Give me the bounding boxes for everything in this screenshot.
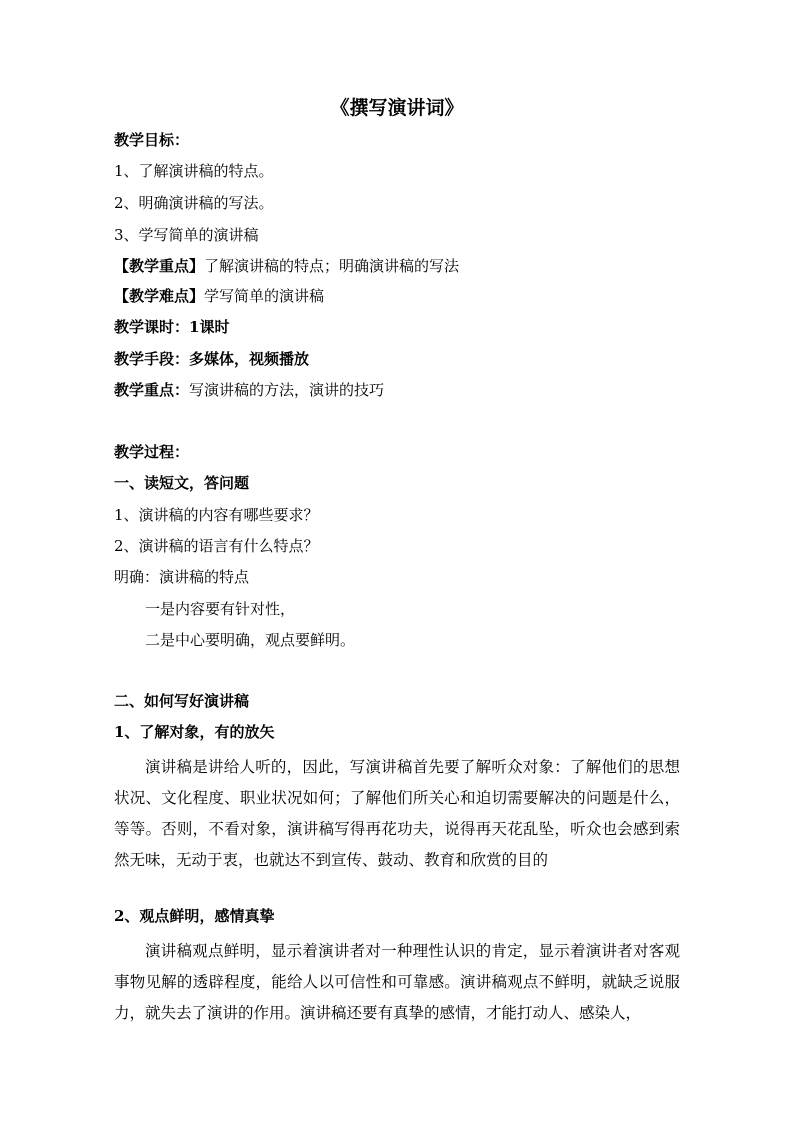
teaching-difficulty-label: 【教学难点】 <box>114 287 205 305</box>
goal-item: 3、学写简单的演讲稿 <box>114 226 259 244</box>
key-points <box>114 380 704 400</box>
section2-heading: 二、如何写好演讲稿 <box>114 692 250 710</box>
section2-sub1-heading: 1、了解对象，有的放矢 <box>114 723 275 741</box>
section1-question: 1、演讲稿的内容有哪些要求？ <box>114 506 319 524</box>
key-points-label: 教学重点： <box>114 381 190 399</box>
section1-answer: 一是内容要有针对性， <box>145 600 296 618</box>
teaching-difficulty-text: 学写简单的演讲稿 <box>204 287 325 305</box>
section1-question: 2、演讲稿的语言有什么特点？ <box>114 537 319 555</box>
goal-item: 1、了解演讲稿的特点。 <box>114 162 274 180</box>
process-heading: 教学过程： <box>114 443 190 461</box>
goal-item: 2、明确演讲稿的写法。 <box>114 194 274 212</box>
teaching-hours: 教学课时：1课时 <box>114 318 230 336</box>
section2-sub2-heading: 2、观点鲜明，感情真挚 <box>114 907 275 925</box>
teaching-focus <box>114 256 704 276</box>
section2-sub1-paragraph: 演讲稿是讲给人听的，因此，写演讲稿首先要了解听众对象：了解他们的思想状况、文化程度、职业状况如何；了解他们所关心和迫切需要解决的问题是什么，等等。否则，不看对象，演讲稿写得再花功夫，说得再天花乱坠，听众也会感到索然无味，无动于衷，也就达不到宣传、鼓动、教育和欣赏的目的 <box>114 758 680 869</box>
teaching-focus-text: 了解演讲稿的特点；明确演讲稿的写法 <box>204 257 460 275</box>
teaching-means: 教学手段：多媒体，视频播放 <box>114 350 310 368</box>
teaching-difficulty <box>114 286 704 306</box>
goals-heading: 教学目标： <box>114 131 190 149</box>
key-points-text: 写演讲稿的方法，演讲的技巧 <box>189 381 385 399</box>
document-title: 《撰写演讲词》 <box>330 97 464 119</box>
teaching-focus-label: 【教学重点】 <box>114 257 205 275</box>
section2-sub2-paragraph: 演讲稿观点鲜明，显示着演讲者对一种理性认识的肯定，显示着演讲者对客观事物见解的透辟程度，能给人以可信性和可靠感。演讲稿观点不鲜明，就缺乏说服力，就失去了演讲的作用。演讲稿还要有真挚的感情，才能打动人、感染人， <box>114 942 680 1022</box>
section1-answer-intro: 明确：演讲稿的特点 <box>114 568 250 586</box>
section1-answer: 二是中心要明确，观点要鲜明。 <box>145 631 356 649</box>
section1-heading: 一、读短文，答问题 <box>114 474 250 492</box>
